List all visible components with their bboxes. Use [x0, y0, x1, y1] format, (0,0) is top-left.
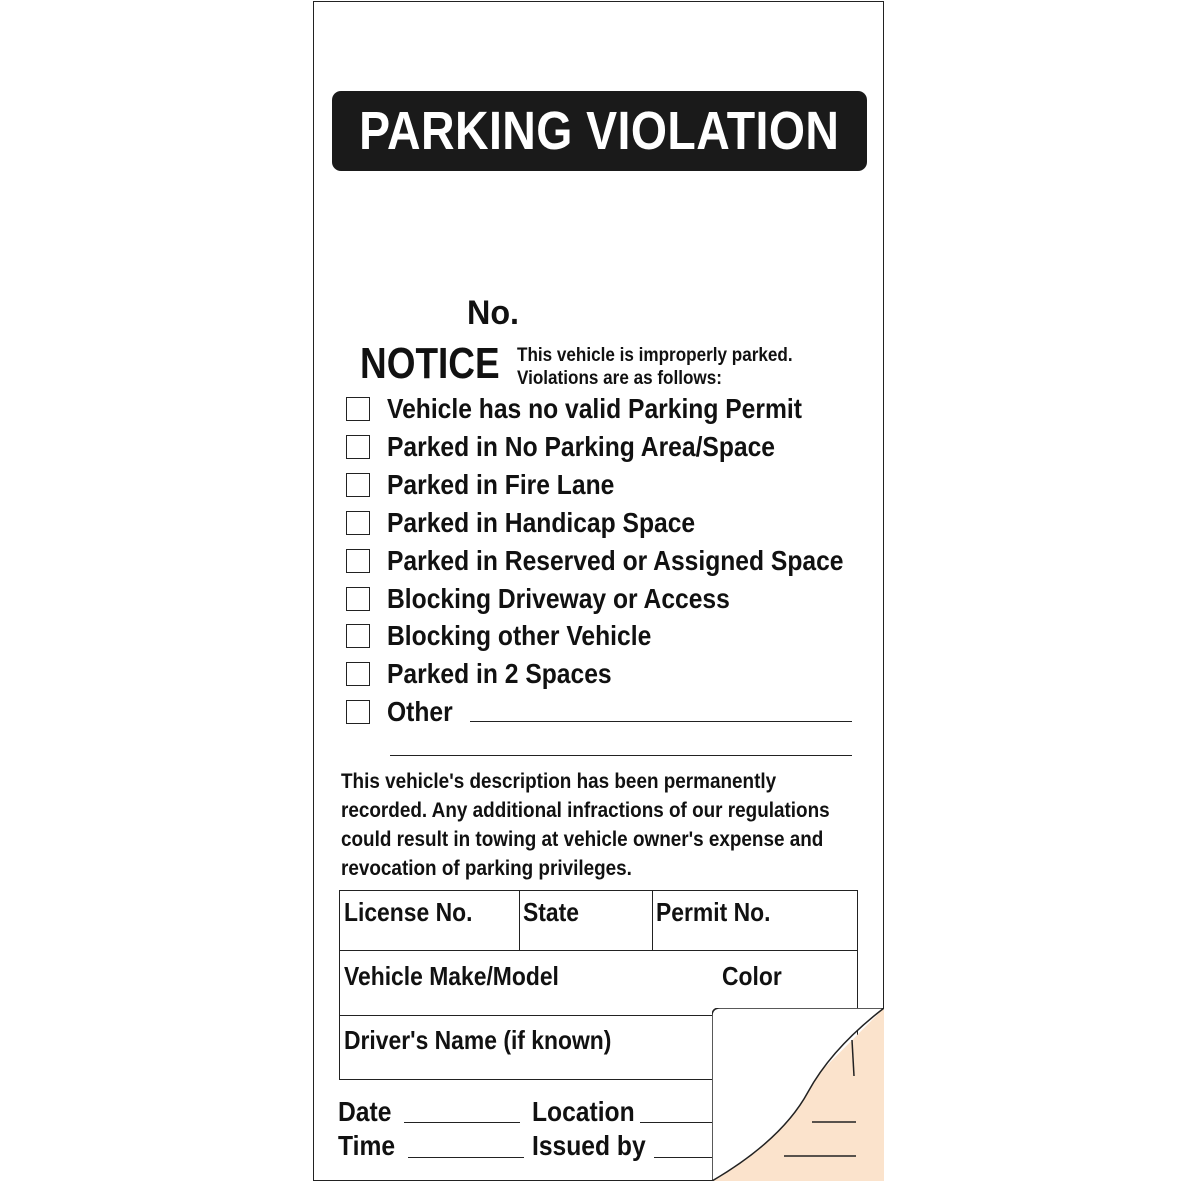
- notice-text: [517, 344, 793, 390]
- grid-divider: [519, 891, 520, 950]
- violation-item-reserved: [346, 545, 844, 576]
- description-line: recorded. Any additional infractions of our regulations: [341, 799, 830, 822]
- page-curl-icon: [712, 1008, 884, 1181]
- time-label: Time: [338, 1130, 396, 1161]
- violation-checkbox[interactable]: [346, 511, 370, 535]
- location-label: Location: [532, 1096, 635, 1127]
- violation-item-blocking-vehicle: [346, 620, 652, 651]
- other-write-line-2[interactable]: [390, 755, 852, 756]
- violation-checkbox[interactable]: [346, 662, 370, 686]
- violation-checkbox[interactable]: [346, 624, 370, 648]
- parking-ticket: [313, 1, 884, 1181]
- violation-checkbox[interactable]: [346, 587, 370, 611]
- violation-checkbox[interactable]: [346, 473, 370, 497]
- title-banner: [332, 91, 867, 171]
- time-write-line[interactable]: [408, 1157, 524, 1158]
- permit-field[interactable]: Permit No.: [656, 897, 771, 927]
- violation-label: Other: [387, 696, 453, 727]
- violation-item-no-permit: [346, 393, 802, 424]
- violation-label: Parked in 2 Spaces: [387, 658, 612, 689]
- violation-item-blocking-driveway: [346, 583, 730, 614]
- notice-line-1: This vehicle is improperly parked.: [517, 345, 793, 366]
- violation-label: Blocking other Vehicle: [387, 620, 652, 651]
- ticket-number-label: No.: [467, 294, 520, 332]
- other-write-line[interactable]: [470, 721, 852, 722]
- violation-label: Parked in Reserved or Assigned Space: [387, 545, 844, 576]
- violation-label: Parked in No Parking Area/Space: [387, 431, 776, 462]
- description-line: This vehicle's description has been permanently: [341, 770, 777, 793]
- color-field[interactable]: Color: [722, 961, 782, 991]
- license-field[interactable]: License No.: [344, 897, 473, 927]
- grid-divider: [340, 950, 857, 951]
- issued-by-label: Issued by: [532, 1130, 646, 1161]
- grid-divider: [652, 891, 653, 950]
- ticket-title: PARKING VIOLATION: [359, 101, 840, 161]
- violation-label: Vehicle has no valid Parking Permit: [387, 393, 802, 424]
- violation-item-fire-lane: [346, 469, 615, 500]
- violation-label: Parked in Fire Lane: [387, 469, 615, 500]
- violation-checkbox[interactable]: [346, 549, 370, 573]
- date-write-line[interactable]: [404, 1122, 520, 1123]
- description-line: could result in towing at vehicle owner's expense and: [341, 828, 824, 851]
- violation-label: Parked in Handicap Space: [387, 507, 696, 538]
- violation-item-handicap: [346, 507, 696, 538]
- driver-name-field[interactable]: Driver's Name (if known): [344, 1025, 612, 1055]
- notice-heading: NOTICE: [360, 339, 500, 388]
- violation-checkbox[interactable]: [346, 435, 370, 459]
- violation-checkbox[interactable]: [346, 397, 370, 421]
- make-model-field[interactable]: Vehicle Make/Model: [344, 961, 559, 991]
- description-line: revocation of parking privileges.: [341, 857, 632, 880]
- violation-label: Blocking Driveway or Access: [387, 583, 730, 614]
- date-label: Date: [338, 1096, 392, 1127]
- notice-line-2: Violations are as follows:: [517, 368, 722, 389]
- violation-item-no-parking-area: [346, 431, 776, 462]
- description-paragraph: [341, 767, 845, 883]
- violation-checkbox[interactable]: [346, 700, 370, 724]
- violation-item-other: [346, 696, 453, 727]
- violation-item-two-spaces: [346, 658, 612, 689]
- state-field[interactable]: State: [523, 897, 579, 927]
